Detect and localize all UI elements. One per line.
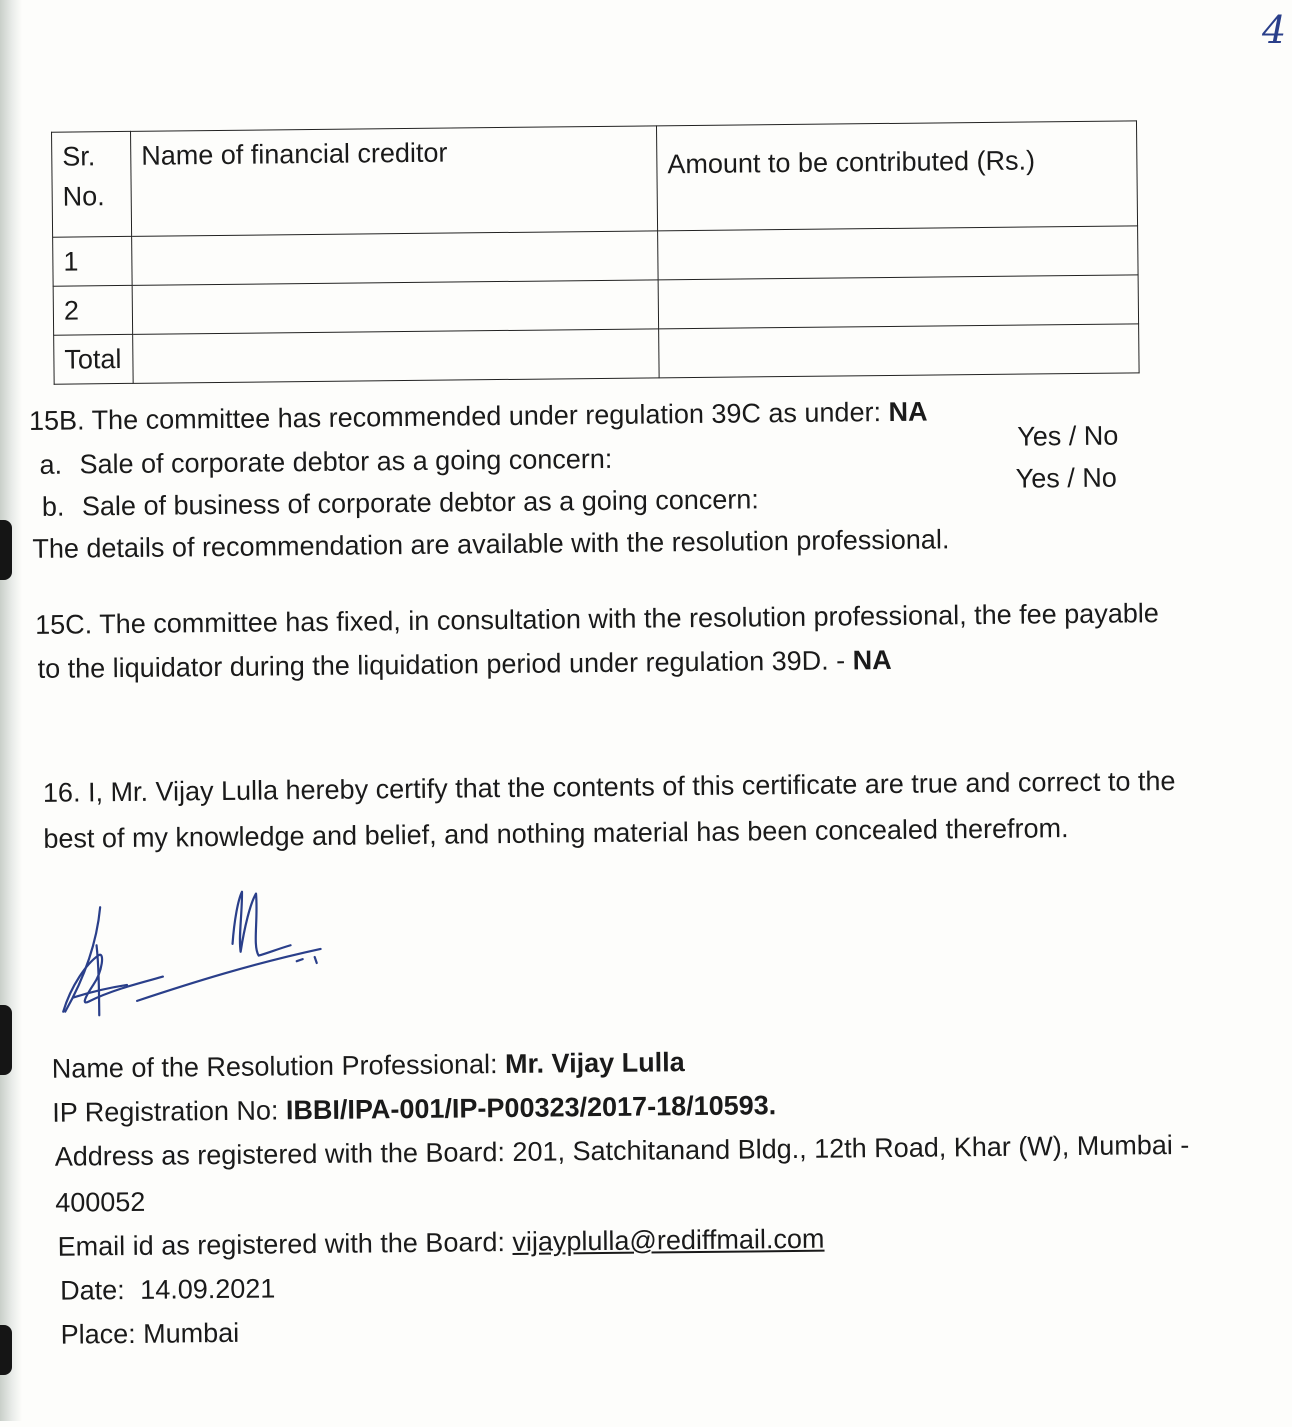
- ip-registration-line: [52, 1090, 776, 1129]
- ip-registration-value: IBBI/IPA-001/IP-P00323/2017-18/10593.: [285, 1090, 777, 1126]
- section-15b-heading-text: 15B. The committee has recommended under regulation 39C as under:: [28, 397, 882, 436]
- row-amount-cell: [658, 275, 1138, 329]
- date-label: Date:: [59, 1275, 125, 1306]
- section-15b-heading-value: NA: [888, 396, 928, 427]
- row-name-cell: [132, 280, 658, 335]
- rp-name-label: Name of the Resolution Professional:: [51, 1049, 498, 1084]
- row-sr-cell: 2: [53, 285, 133, 335]
- place-label: Place:: [60, 1318, 136, 1350]
- page-corner-mark: 4: [1262, 8, 1287, 52]
- email-label: Email id as registered with the Board:: [57, 1227, 506, 1262]
- place-value: Mumbai: [143, 1317, 240, 1349]
- handwritten-signature: [52, 883, 353, 1026]
- item-b-marker: b.: [41, 491, 65, 522]
- section-16-line-2: best of my knowledge and belief, and nothing material has been concealed therefrom.: [43, 813, 1069, 854]
- section-15b-note: The details of recommendation are available with the resolution professional.: [32, 524, 950, 564]
- email-link[interactable]: vijayplulla@rediffmail.com: [512, 1223, 825, 1257]
- table-total-row: [54, 324, 1139, 384]
- financial-creditors-table: [51, 120, 1140, 384]
- row-sr-cell: 1: [53, 236, 133, 286]
- header-creditor-name: Name of financial creditor: [131, 126, 658, 237]
- section-15b-item-a: [39, 444, 612, 481]
- ip-registration-label: IP Registration No:: [52, 1095, 279, 1128]
- section-15b-heading: [29, 397, 928, 437]
- section-15c-line-1: 15C. The committee has fixed, in consultation with the resolution professional, the fee payable: [35, 598, 1159, 640]
- section-15c-value: NA: [852, 644, 892, 676]
- item-a-text: Sale of corporate debtor as a going concern:: [79, 443, 613, 480]
- item-a-choice: Yes / No: [1017, 420, 1119, 452]
- place-line: [60, 1318, 239, 1351]
- date-value: 14.09.2021: [140, 1273, 276, 1305]
- table-header-row: [52, 121, 1138, 237]
- address-line-1: Address as registered with the Board: 201, Satchitanand Bldg., 12th Road, Khar (W), Mumbai -: [54, 1129, 1190, 1172]
- header-sr-no: Sr. No.: [52, 131, 132, 237]
- email-line: [58, 1224, 825, 1263]
- date-line: [60, 1273, 276, 1306]
- address-line-2: 400052: [55, 1186, 146, 1218]
- section-15c-line-2-text: to the liquidator during the liquidation period under regulation 39D. -: [37, 645, 846, 684]
- rp-name-line: [52, 1047, 685, 1085]
- total-amount-cell: [659, 324, 1139, 378]
- total-name-cell: [133, 329, 659, 384]
- header-amount: Amount to be contributed (Rs.): [656, 121, 1137, 231]
- item-b-text: Sale of business of corporate debtor as a going concern:: [81, 484, 760, 522]
- section-15c-line-2: [37, 645, 891, 685]
- total-label-cell: Total: [54, 334, 134, 384]
- item-b-choice: Yes / No: [1015, 462, 1117, 494]
- row-name-cell: [132, 231, 658, 286]
- section-16-line-1: 16. I, Mr. Vijay Lulla hereby certify that the contents of this certificate are true and correct to the: [42, 765, 1176, 808]
- row-amount-cell: [658, 226, 1138, 280]
- item-a-marker: a.: [39, 449, 63, 480]
- rp-name-value: Mr. Vijay Lulla: [504, 1047, 685, 1080]
- section-15b-item-b: [42, 484, 759, 523]
